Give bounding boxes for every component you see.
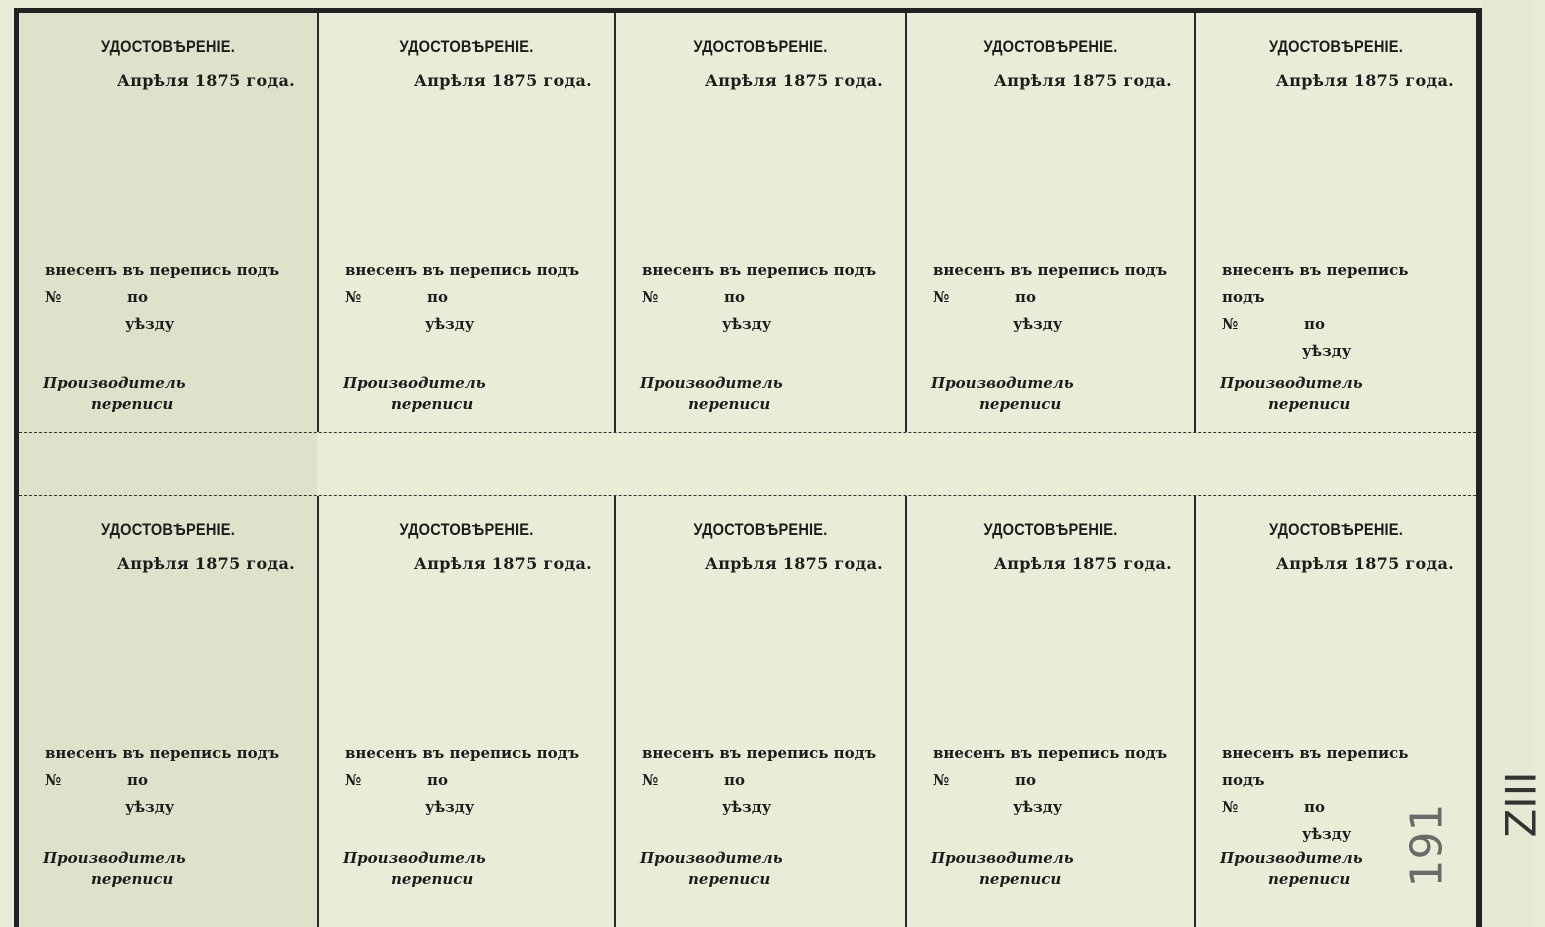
census-label: переписи: [391, 870, 474, 888]
entry-number-line: [45, 284, 295, 311]
census-label: переписи: [688, 395, 771, 413]
uezd-label: уѣзду: [1302, 342, 1352, 360]
producer-label: Производитель: [931, 374, 1074, 392]
census-label: переписи: [1268, 395, 1351, 413]
number-sign: №: [642, 771, 659, 789]
census-entry: [642, 257, 883, 338]
certificate-card: [907, 496, 1196, 927]
entry-number-line: [1222, 311, 1454, 338]
census-label: переписи: [979, 870, 1062, 888]
certificate-card: [616, 496, 907, 927]
producer-signature-block: [931, 848, 1074, 890]
certificate-title: УДОСТОВѢРЕНІЕ.: [1269, 520, 1403, 539]
census-label: переписи: [91, 870, 174, 888]
po-label: по: [127, 288, 148, 306]
census-label: переписи: [391, 395, 474, 413]
certificate-title: УДОСТОВѢРЕНІЕ.: [101, 520, 235, 539]
po-label: по: [724, 288, 745, 306]
certificate-date: Апрѣля 1875 года.: [1275, 71, 1454, 90]
entry-line: внесенъ въ перепись подъ: [45, 744, 280, 762]
census-entry: [642, 740, 883, 821]
certificate-date: Апрѣля 1875 года.: [116, 554, 295, 573]
number-sign: №: [933, 771, 950, 789]
entry-line: внесенъ въ перепись подъ: [45, 261, 280, 279]
uezd-label: уѣзду: [125, 315, 175, 333]
certificate-title: УДОСТОВѢРЕНІЕ.: [399, 520, 534, 539]
certificate-row-top: [19, 13, 1476, 432]
certificate-date: Апрѣля 1875 года.: [704, 554, 883, 573]
producer-label: Производитель: [43, 374, 186, 392]
po-label: по: [1304, 798, 1325, 816]
uezd-label: уѣзду: [1013, 315, 1063, 333]
certificate-card: [319, 496, 616, 927]
producer-signature-block: [1220, 373, 1363, 415]
po-label: по: [724, 771, 745, 789]
census-label: переписи: [979, 395, 1062, 413]
number-sign: №: [933, 288, 950, 306]
entry-number-line: [642, 284, 883, 311]
entry-line: внесенъ въ перепись подъ: [933, 261, 1168, 279]
number-sign: №: [45, 288, 62, 306]
certificate-date: Апрѣля 1875 года.: [993, 554, 1172, 573]
number-sign: №: [1222, 798, 1239, 816]
po-label: по: [1304, 315, 1325, 333]
entry-line: внесенъ въ перепись подъ: [933, 744, 1168, 762]
uezd-label: уѣзду: [722, 798, 772, 816]
certificate-title: УДОСТОВѢРЕНІЕ.: [693, 520, 828, 539]
certificate-date: Апрѣля 1875 года.: [1275, 554, 1454, 573]
entry-number-line: [345, 284, 592, 311]
uezd-label: уѣзду: [722, 315, 772, 333]
census-entry: [1222, 257, 1454, 365]
producer-signature-block: [343, 373, 486, 415]
po-label: по: [427, 771, 448, 789]
tear-off-strip: [19, 432, 1476, 496]
entry-number-line: [933, 284, 1172, 311]
po-label: по: [427, 288, 448, 306]
certificate-card: [319, 13, 616, 432]
certificate-title: УДОСТОВѢРЕНІЕ.: [399, 37, 534, 56]
producer-signature-block: [640, 373, 783, 415]
entry-number-line: [642, 767, 883, 794]
number-sign: №: [1222, 315, 1239, 333]
certificate-card: [19, 13, 319, 432]
uezd-label: уѣзду: [425, 798, 475, 816]
certificate-date: Апрѣля 1875 года.: [704, 71, 883, 90]
census-entry: [345, 257, 592, 338]
entry-line: внесенъ въ перепись подъ: [642, 744, 877, 762]
census-label: переписи: [91, 395, 174, 413]
number-sign: №: [345, 288, 362, 306]
certificate-date: Апрѣля 1875 года.: [413, 554, 592, 573]
certificate-card: [19, 496, 319, 927]
producer-label: Производитель: [43, 849, 186, 867]
producer-signature-block: [343, 848, 486, 890]
census-label: переписи: [688, 870, 771, 888]
uezd-label: уѣзду: [1013, 798, 1063, 816]
number-sign: №: [642, 288, 659, 306]
entry-line: внесенъ въ перепись подъ: [345, 744, 580, 762]
certificate-date: Апрѣля 1875 года.: [116, 71, 295, 90]
census-label: переписи: [1268, 870, 1351, 888]
certificate-card: [907, 13, 1196, 432]
entry-number-line: [933, 767, 1172, 794]
po-label: по: [1015, 771, 1036, 789]
uezd-label: уѣзду: [425, 315, 475, 333]
census-entry: [45, 740, 295, 821]
entry-number-line: [45, 767, 295, 794]
entry-line: внесенъ въ перепись подъ: [345, 261, 580, 279]
po-label: по: [1015, 288, 1036, 306]
certificate-row-bottom: [19, 496, 1476, 927]
handwritten-side-mark: ZIII: [1496, 771, 1545, 838]
certificate-title: УДОСТОВѢРЕНІЕ.: [983, 37, 1118, 56]
po-label: по: [127, 771, 148, 789]
producer-label: Производитель: [931, 849, 1074, 867]
number-sign: №: [45, 771, 62, 789]
census-entry: [933, 740, 1172, 821]
producer-signature-block: [931, 373, 1074, 415]
entry-number-line: [345, 767, 592, 794]
certificate-date: Апрѣля 1875 года.: [993, 71, 1172, 90]
producer-signature-block: [640, 848, 783, 890]
certificate-date: Апрѣля 1875 года.: [413, 71, 592, 90]
producer-label: Производитель: [1220, 374, 1363, 392]
number-sign: №: [345, 771, 362, 789]
entry-line: внесенъ въ перепись подъ: [642, 261, 877, 279]
producer-label: Производитель: [343, 374, 486, 392]
certificate-card: [616, 13, 907, 432]
uezd-label: уѣзду: [125, 798, 175, 816]
certificate-title: УДОСТОВѢРЕНІЕ.: [693, 37, 828, 56]
entry-line: внесенъ въ перепись подъ: [1222, 261, 1409, 306]
producer-label: Производитель: [640, 374, 783, 392]
producer-signature-block: [1220, 848, 1363, 890]
handwritten-page-number: 191: [1401, 803, 1453, 888]
certificate-title: УДОСТОВѢРЕНІЕ.: [983, 520, 1118, 539]
producer-signature-block: [43, 848, 186, 890]
producer-signature-block: [43, 373, 186, 415]
certificate-title: УДОСТОВѢРЕНІЕ.: [101, 37, 235, 56]
census-entry: [45, 257, 295, 338]
census-entry: [933, 257, 1172, 338]
producer-label: Производитель: [640, 849, 783, 867]
census-entry: [345, 740, 592, 821]
uezd-label: уѣзду: [1302, 825, 1352, 843]
producer-label: Производитель: [343, 849, 486, 867]
certificate-title: УДОСТОВѢРЕНІЕ.: [1269, 37, 1403, 56]
certificate-card: [1196, 13, 1476, 432]
producer-label: Производитель: [1220, 849, 1363, 867]
entry-line: внесенъ въ перепись подъ: [1222, 744, 1409, 789]
